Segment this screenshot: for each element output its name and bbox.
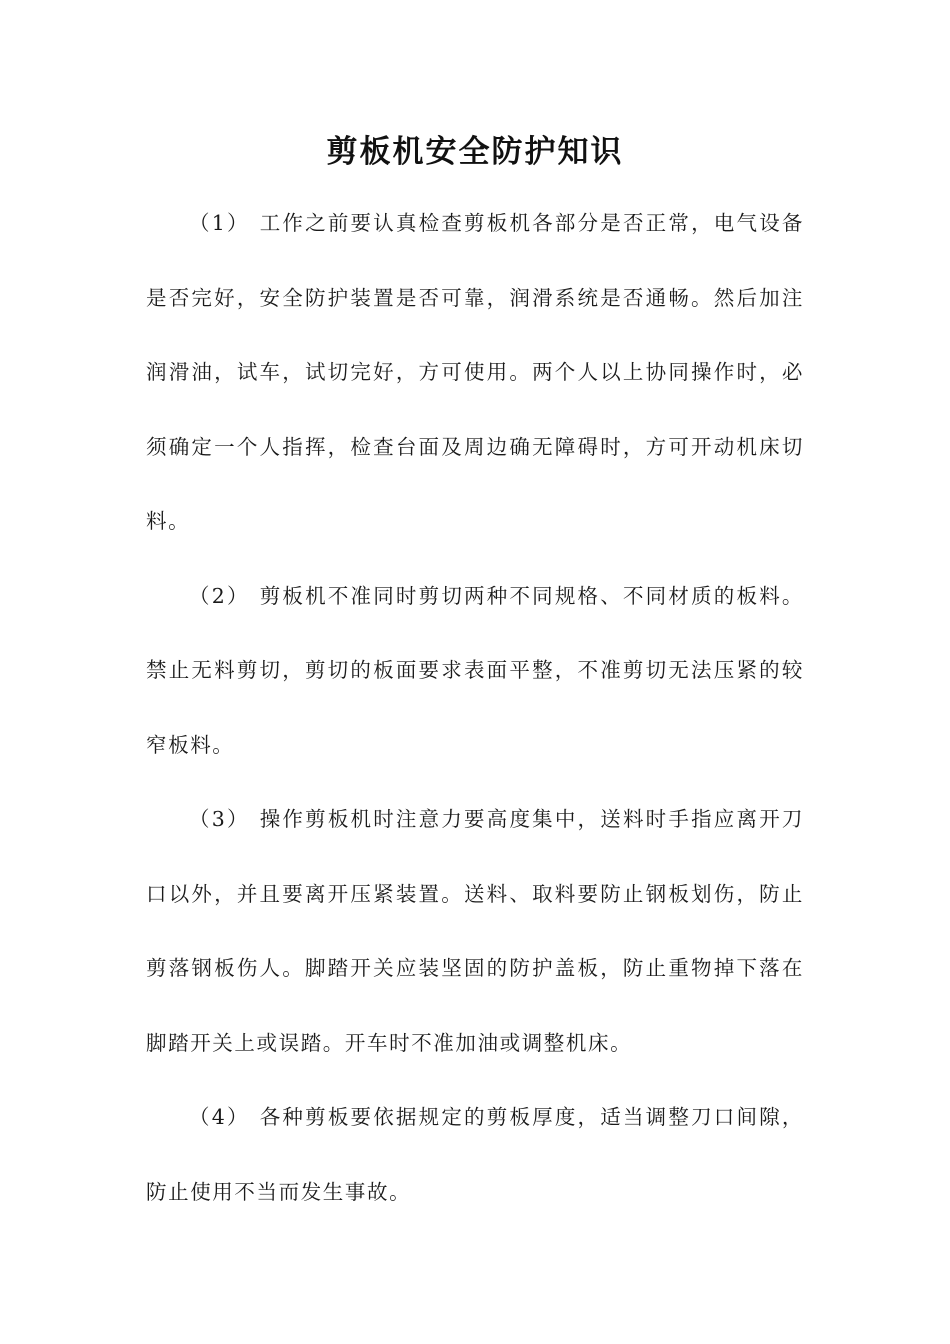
- paragraph-4: [146, 1080, 804, 1229]
- paragraph-2: [146, 559, 804, 783]
- paragraph-1: [146, 186, 804, 559]
- paragraph-number: （3）: [189, 807, 250, 831]
- paragraph-number: （4）: [189, 1105, 250, 1129]
- paragraph-text: 剪板机不准同时剪切两种不同规格、不同材质的板料。禁止无料剪切，剪切的板面要求表面平整，不准剪切无法压紧的较窄板料。: [146, 583, 804, 757]
- paragraph-text: 操作剪板机时注意力要高度集中，送料时手指应离开刀口以外，并且要离开压紧装置。送料、取料要防止钢板划伤，防止剪落钢板伤人。脚踏开关应装坚固的防护盖板，防止重物掉下落在脚踏开关上或误踏。开车时不准加油或调整机床。: [146, 807, 804, 1055]
- paragraph-number: （2）: [189, 583, 250, 608]
- document-body: [146, 186, 804, 1229]
- document-title: 剪板机安全防护知识: [326, 134, 624, 170]
- paragraph-text: 工作之前要认真检查剪板机各部分是否正常，电气设备是否完好，安全防护装置是否可靠，润滑系统是否通畅。然后加注润滑油，试车，试切完好，方可使用。两个人以上协同操作时，必须确定一个人指挥，检查台面及周边确无障碍时，方可开动机床切料。: [146, 211, 804, 533]
- paragraph-3: [146, 782, 804, 1080]
- paragraph-text: 各种剪板要依据规定的剪板厚度，适当调整刀口间隙，防止使用不当而发生事故。: [146, 1105, 804, 1204]
- paragraph-number: （1）: [189, 211, 250, 235]
